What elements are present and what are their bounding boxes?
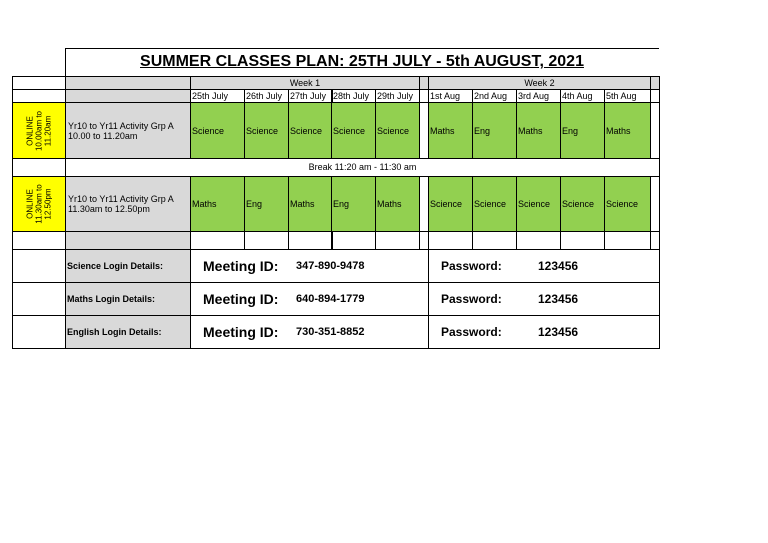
week-1-header: Week 1 — [190, 76, 420, 90]
spacer-cell — [331, 231, 376, 250]
login-row-blank — [12, 315, 66, 349]
session-1-time-label — [12, 102, 66, 159]
session-1-group-label — [65, 102, 191, 159]
session-2-group-line2: 11.30am to 12.50pm — [68, 204, 150, 214]
session-2-time-label — [12, 176, 66, 232]
session-1-group-line2: 10.00 to 11.20am — [68, 130, 138, 141]
spacer-cell — [560, 231, 605, 250]
subject-cell: Science — [604, 176, 651, 232]
subject-cell: Science — [190, 102, 245, 159]
meeting-id-value: 640-894-1779 — [296, 293, 365, 305]
session-1-time-line2: 10.00am to — [34, 110, 44, 151]
subject-cell: Science — [560, 176, 605, 232]
subject-cell: Science — [288, 102, 333, 159]
meeting-id-label: Meeting ID: — [203, 291, 279, 307]
session-2-time-line2: 11.30am to — [34, 184, 44, 224]
date-header-cell: 3rd Aug — [516, 89, 561, 103]
password-cell — [428, 282, 660, 316]
password-value: 123456 — [538, 259, 579, 273]
meeting-id-value: 347-890-9478 — [296, 260, 365, 272]
break-row-blank — [12, 158, 66, 177]
meeting-id-cell — [190, 249, 429, 283]
login-label: Science Login Details: — [65, 249, 191, 283]
date-row-blank-b — [65, 89, 191, 103]
date-header-cell: 28th July — [331, 89, 376, 103]
date-header-cell: 2nd Aug — [472, 89, 517, 103]
break-row: Break 11:20 am - 11:30 am — [65, 158, 660, 177]
subject-cell: Science — [375, 102, 420, 159]
week-2-header: Week 2 — [428, 76, 651, 90]
spacer-cell — [604, 231, 651, 250]
password-label: Password: — [441, 292, 502, 306]
page-title: SUMMER CLASSES PLAN: 25TH JULY - 5th AUGUST, 2021 — [140, 53, 584, 70]
spacer-cell — [288, 231, 333, 250]
subject-cell: Science — [428, 176, 473, 232]
session-1-time-line1: ONLINE — [25, 115, 35, 146]
session-1-group-line1: Yr10 to Yr11 Activity Grp A — [68, 120, 174, 131]
date-header-cell: 29th July — [375, 89, 420, 103]
session-2-time-line3: 12.50pm — [43, 188, 53, 220]
subject-cell: Maths — [288, 176, 333, 232]
spacer-cell — [375, 231, 420, 250]
meeting-id-label: Meeting ID: — [203, 258, 279, 274]
subject-cell: Science — [331, 102, 376, 159]
spacer-row-blank-b — [65, 231, 191, 250]
date-header-cell: 26th July — [244, 89, 289, 103]
subject-cell: Maths — [375, 176, 420, 232]
spacer-cell — [244, 231, 289, 250]
date-header-cell: 27th July — [288, 89, 333, 103]
spacer-cell — [472, 231, 517, 250]
subject-cell: Eng — [472, 102, 517, 159]
date-header-cell: 5th Aug — [604, 89, 651, 103]
spacer-cell — [650, 231, 660, 250]
password-value: 123456 — [538, 325, 579, 339]
login-label: Maths Login Details: — [65, 282, 191, 316]
spacer-row-blank-a — [12, 231, 66, 250]
session-2-group-line1: Yr10 to Yr11 Activity Grp A — [68, 194, 174, 204]
subject-cell: Science — [472, 176, 517, 232]
date-header-cell: 1st Aug — [428, 89, 473, 103]
login-row-blank — [12, 282, 66, 316]
password-label: Password: — [441, 325, 502, 339]
subject-cell: Maths — [516, 102, 561, 159]
subject-cell: Science — [244, 102, 289, 159]
date-header-cell: 4th Aug — [560, 89, 605, 103]
session-1-group-text — [68, 121, 174, 141]
meeting-id-label: Meeting ID: — [203, 324, 279, 340]
date-header-cell: 25th July — [190, 89, 245, 103]
password-cell — [428, 249, 660, 283]
week-end-header — [650, 76, 660, 90]
subject-cell: Maths — [190, 176, 245, 232]
subject-cell: Maths — [604, 102, 651, 159]
session-1-time-text — [26, 110, 53, 150]
subject-cell: Maths — [428, 102, 473, 159]
meeting-id-cell — [190, 282, 429, 316]
subject-gap-cell — [650, 102, 660, 159]
date-row-blank-a — [12, 89, 66, 103]
session-2-group-label — [65, 176, 191, 232]
week-row-blank-a — [12, 76, 66, 90]
subject-gap-cell — [650, 176, 660, 232]
subject-cell: Eng — [560, 102, 605, 159]
session-2-time-text — [26, 184, 53, 223]
login-label: English Login Details: — [65, 315, 191, 349]
meeting-id-value: 730-351-8852 — [296, 326, 365, 338]
subject-cell: Science — [516, 176, 561, 232]
spacer-cell — [516, 231, 561, 250]
week-row-blank-b — [65, 76, 191, 90]
meeting-id-cell — [190, 315, 429, 349]
session-2-group-text — [68, 194, 174, 214]
password-label: Password: — [441, 259, 502, 273]
spacer-cell — [190, 231, 245, 250]
session-1-time-line3: 11.20am — [43, 115, 53, 146]
login-row-blank — [12, 249, 66, 283]
password-cell — [428, 315, 660, 349]
password-value: 123456 — [538, 292, 579, 306]
subject-cell: Eng — [244, 176, 289, 232]
date-header-gap — [650, 89, 660, 103]
spacer-cell — [428, 231, 473, 250]
subject-cell: Eng — [331, 176, 376, 232]
session-2-time-line1: ONLINE — [25, 189, 35, 219]
